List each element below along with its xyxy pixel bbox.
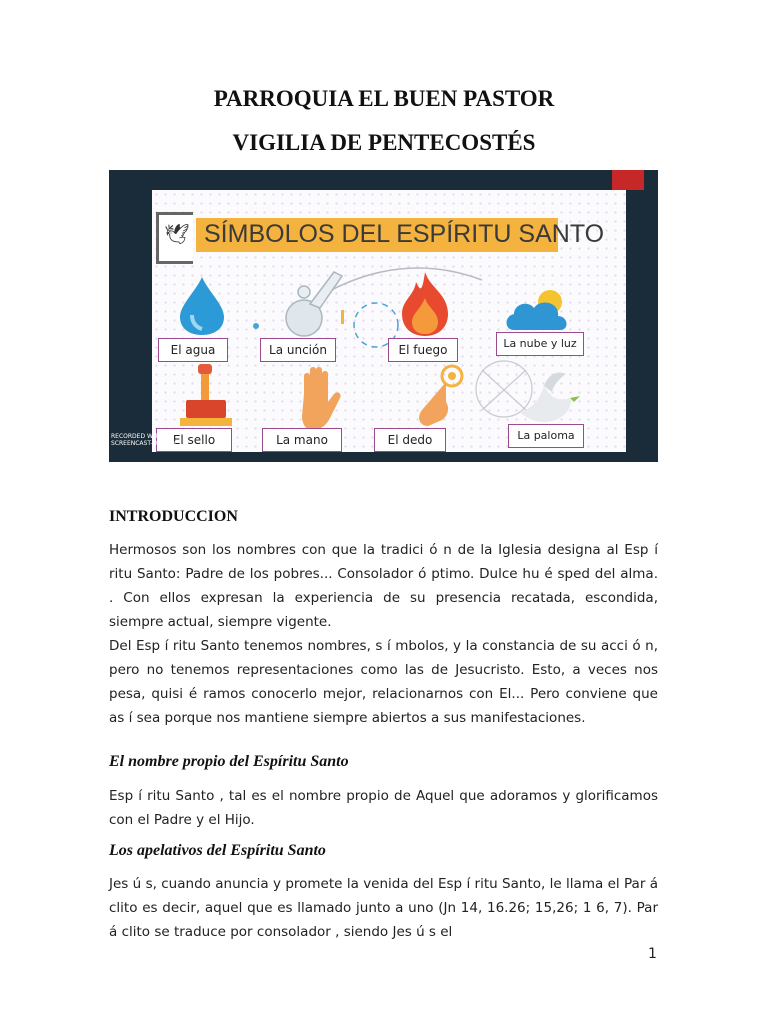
apelativos-paragraph: Jes ú s, cuando anuncia y promete la venida del Esp í ritu Santo, le llama el Par á clito es decir, aquel que es llamado junto a uno (Jn 14, 16.26; 15,26; 1 6, 7). Par á clito se traduce por consolador , siendo Jes ú s el — [109, 876, 658, 940]
banner-title: SÍMBOLOS DEL ESPÍRITU SANTO — [204, 220, 605, 248]
vigil-title: VIGILIA DE PENTECOSTÉS — [232, 130, 536, 155]
dove-bird-icon — [514, 368, 584, 428]
water-drop-icon — [178, 275, 226, 337]
cloud-sun-icon — [502, 282, 576, 338]
oil-vessel-icon — [280, 264, 346, 338]
fire-icon — [396, 270, 454, 338]
symbols-banner — [109, 170, 658, 462]
label-dove: La paloma — [508, 424, 584, 448]
red-corner-block — [612, 170, 644, 190]
label-fire: El fuego — [388, 338, 458, 362]
label-cloud-light: La nube y luz — [496, 332, 584, 356]
seal-stamp-icon — [176, 364, 236, 430]
name-paragraph: Esp í ritu Santo , tal es el nombre propio de Aquel que adoramos y glorificamos con el Padre y el Hijo. — [109, 788, 658, 828]
page-number: 1 — [648, 946, 657, 962]
banner-board — [152, 190, 626, 452]
label-seal: El sello — [156, 428, 232, 452]
dove-icon: 🕊 — [164, 222, 190, 246]
hand-icon — [292, 366, 346, 432]
parish-title: PARROQUIA EL BUEN PASTOR — [213, 86, 555, 111]
label-water: El agua — [158, 338, 228, 362]
name-heading: El nombre propio del Espíritu Santo — [109, 753, 349, 770]
apelativos-heading: Los apelativos del Espíritu Santo — [109, 842, 326, 859]
intro-heading: INTRODUCCION — [109, 508, 238, 525]
pointing-finger-icon — [406, 362, 466, 432]
intro-paragraph-2: Del Esp í ritu Santo tenemos nombres, s í mbolos, y la constancia de su acci ó n, pero no tenemos representaciones como las de Jesucristo. Esto, a veces nos pesa, quisi é ramos conocerlo mejor, relacionarnos con El... Pero conviene que as í sea porque nos mantiene siempre abiertos a sus manifestaciones. — [109, 638, 658, 726]
label-hand: La mano — [262, 428, 342, 452]
label-anointing: La unción — [260, 338, 336, 362]
label-finger: El dedo — [374, 428, 446, 452]
intro-paragraph-1: Hermosos son los nombres con que la tradici ó n de la Iglesia designa al Esp í ritu Santo: Padre de los pobres... Consolador ó ptimo. Dulce hu é sped del alma. . Con ellos expresan la experiencia de su presencia recatada, escondida, siempre actual, siempre vigente. — [109, 542, 658, 630]
recording-watermark: RECORDED WITH SCREENCAST-O-MATIC — [111, 433, 179, 447]
